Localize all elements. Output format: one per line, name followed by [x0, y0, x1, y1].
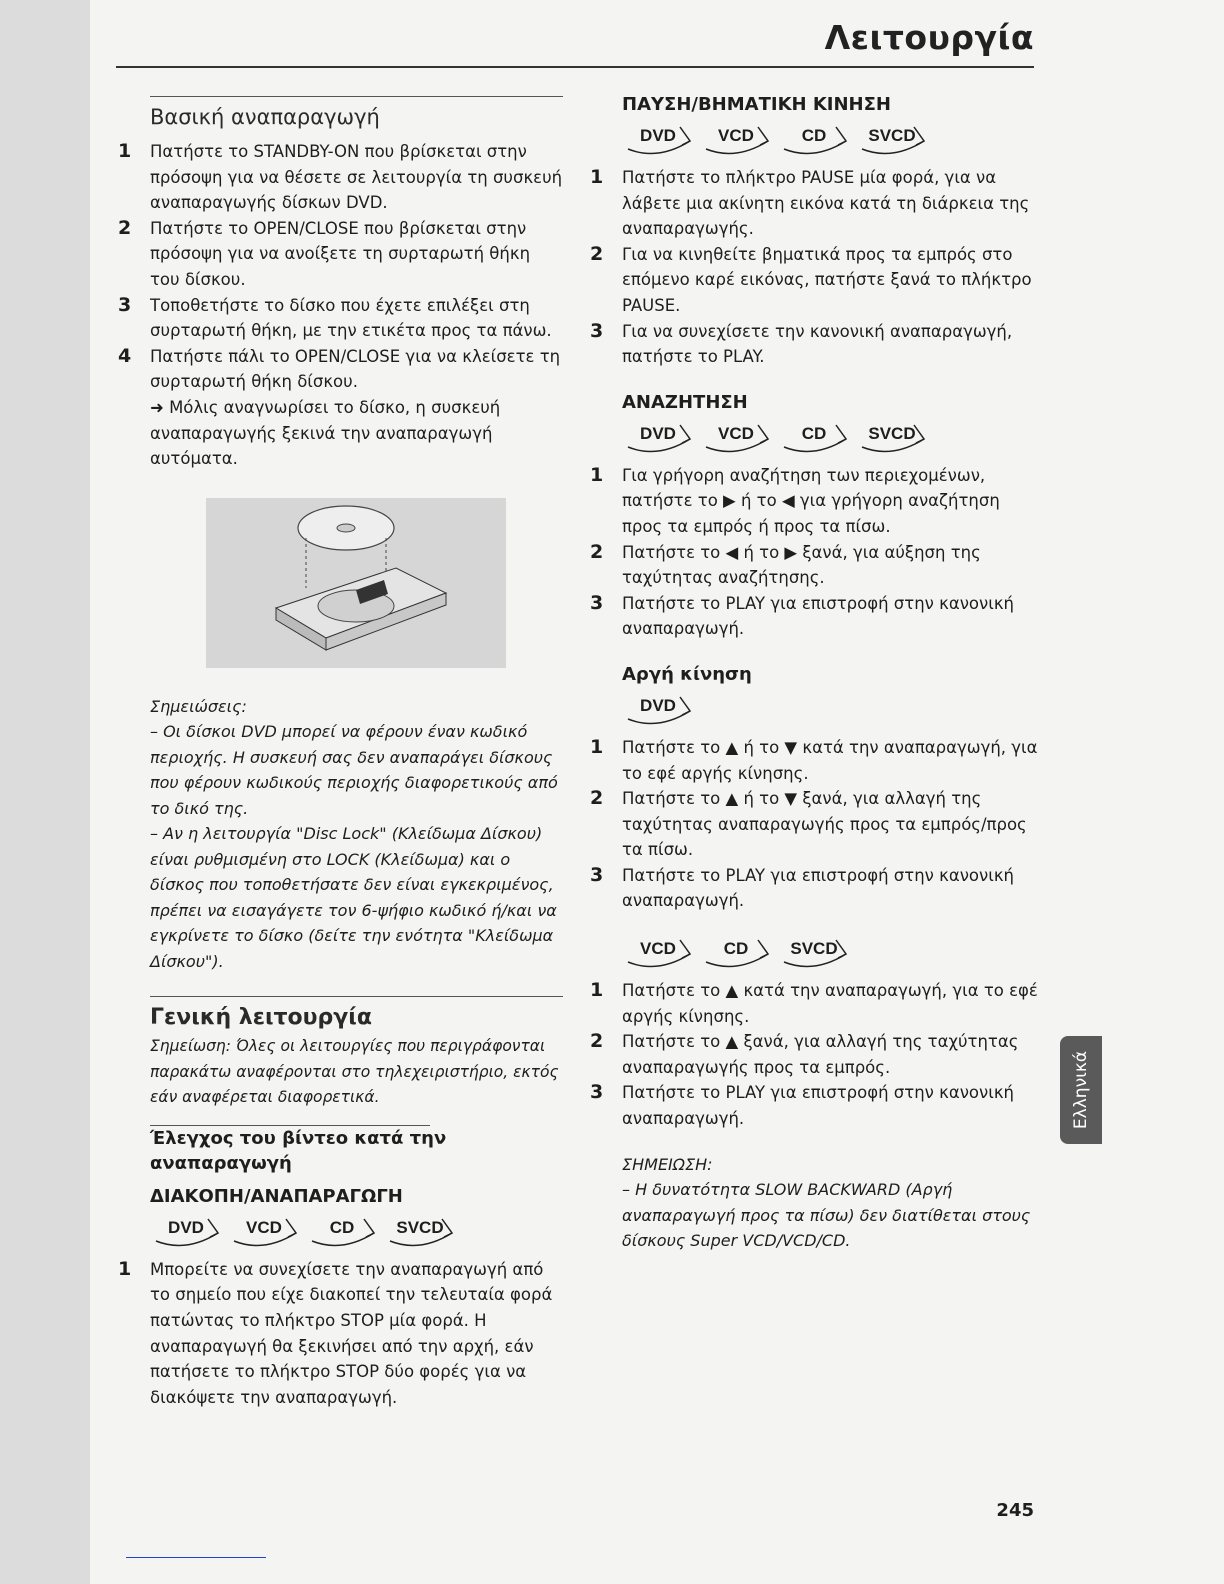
notes-title: Σημειώσεις: [150, 696, 247, 716]
disc-label: SVCD [396, 1217, 444, 1237]
disc-label: VCD [718, 126, 754, 145]
step-text: Για γρήγορη αναζήτηση των περιεχομένων, πατήστε το ▶ ή το ◀ για γρήγορη αναζήτηση προς τα εμπρός ή προς τα πίσω. [622, 465, 1000, 536]
right-column [590, 92, 1040, 1254]
step-number: 1 [590, 735, 604, 758]
dvd-logo-icon [622, 419, 694, 453]
step-number: 2 [590, 242, 604, 265]
video-control-text: Έλεγχος του βίντεο κατά την αναπαραγωγή [150, 1127, 447, 1174]
section-divider [150, 996, 563, 997]
step-number: 1 [118, 140, 132, 162]
step-text: Πατήστε το ▲ κατά την αναπαραγωγή, για το εφέ αργής κίνησης. [622, 981, 1038, 1026]
step-text: Πατήστε πάλι το OPEN/CLOSE για να κλείσετε τη συρταρωτή θήκη δίσκου. [150, 346, 561, 392]
step-result-note: ➜ Μόλις αναγνωρίσει το δίσκο, η συσκευή αναπαραγωγής ξεκινά την αναπαραγωγή αυτόματα. [150, 397, 501, 469]
step-number: 2 [590, 540, 604, 563]
cd-logo-icon [778, 121, 850, 155]
note-item: – Οι δίσκοι DVD μπορεί να φέρουν έναν κωδικό περιοχής. Η συσκευή σας δεν αναπαράγει δίσκους που φέρουν κωδικούς περιοχής διαφορετικούς από το δικό της. [150, 722, 558, 818]
slow-vcd-step-2 [590, 1029, 1040, 1080]
search-step-3 [590, 591, 1040, 642]
step-number: 3 [590, 1081, 604, 1104]
disc-label: SVCD [868, 423, 916, 443]
cd-logo-icon [306, 1213, 378, 1247]
svcd-logo-icon [856, 121, 928, 155]
slow-dvd-step-1 [590, 735, 1040, 786]
video-control-heading [150, 1125, 563, 1176]
step-number: 1 [590, 166, 604, 188]
disc-label: SVCD [868, 126, 916, 145]
step-number: 2 [118, 216, 132, 239]
slow-vcd-step-1 [590, 978, 1040, 1029]
step-text: Για να κινηθείτε βηματικά προς τα εμπρός στο επόμενο καρέ εικόνας, πατήστε ξανά το πλήκτρο PAUSE. [622, 244, 1032, 315]
basic-notes [150, 694, 563, 975]
step-text: Μπορείτε να συνεχίσετε την αναπαραγωγή από το σημείο που είχε διακοπεί την τελευταία φορά πατώντας το πλήκτρο STOP μία φορά. Η αναπαραγωγή θα ξεκινήσει από την αρχή, εάν πατήσετε το πλήκτρο STOP δύο φορές για να διακόψετε την αναπαραγωγή. [150, 1259, 553, 1407]
slow-dvd-step-3 [590, 863, 1040, 914]
svcd-logo-icon [384, 1213, 456, 1247]
disc-type-row [622, 419, 1040, 453]
step-number: 2 [590, 1030, 604, 1053]
disc-label: CD [801, 423, 827, 443]
pause-step-2 [590, 242, 1040, 319]
scan-artifact-line [126, 1557, 266, 1558]
slow-note [622, 1152, 1040, 1254]
disc-label: VCD [246, 1217, 282, 1237]
page-header-title: Λειτουργία [824, 18, 1034, 57]
dvd-logo-icon [622, 691, 694, 725]
disc-label: VCD [718, 423, 754, 443]
language-tab [1060, 1036, 1102, 1144]
disc-label: DVD [640, 695, 676, 715]
step-text: Για να συνεχίσετε την κανονική αναπαραγωγή, πατήστε το PLAY. [622, 321, 1013, 367]
disc-label: CD [801, 126, 827, 145]
stop-play-heading: ΔΙΑΚΟΠΗ/ΑΝΑΠΑΡΑΓΩΓΗ [150, 1185, 403, 1207]
svcd-logo-icon [856, 419, 928, 453]
vcd-logo-icon [700, 121, 772, 155]
note-item: – Αν η λειτουργία "Disc Lock" (Κλείδωμα Δίσκου) είναι ρυθμισμένη στο LOCK (Κλείδωμα) και ο δίσκος που τοποθετήσατε δεν είναι εγκεκριμένος, πρέπει να εισαγάγετε τον 6-ψήφιο κωδικό ή/και να εγκρίνετε το δίσκο (δείτε την ενότητα "Κλείδωμα Δίσκου"). [150, 824, 557, 971]
language-tab-label: Ελληνικά [1071, 1050, 1091, 1130]
search-step-1 [590, 463, 1040, 540]
step-text: Πατήστε το PLAY για επιστροφή στην κανονική αναπαραγωγή. [622, 593, 1015, 639]
left-column [118, 92, 563, 1410]
step-text: Πατήστε το PLAY για επιστροφή στην κανονική αναπαραγωγή. [622, 1083, 1015, 1129]
svcd-logo-icon [778, 934, 850, 968]
section-divider [150, 96, 563, 97]
note-title: ΣΗΜΕΙΩΣΗ: [622, 1154, 713, 1174]
disc-label: DVD [640, 126, 676, 145]
disc-label: CD [329, 1217, 355, 1237]
vcd-logo-icon [622, 934, 694, 968]
page-number: 245 [996, 1500, 1034, 1521]
pause-step-1 [590, 165, 1040, 242]
step-text: Πατήστε το ▲ ξανά, για αλλαγή της ταχύτητας αναπαραγωγής προς τα εμπρός. [622, 1032, 1019, 1077]
pause-step-3 [590, 319, 1040, 370]
disc-label: VCD [640, 939, 676, 959]
step-text: Τοποθετήστε το δίσκο που έχετε επιλέξει στη συρταρωτή θήκη, με την ετικέτα προς τα πάνω. [150, 295, 552, 341]
disc-tray-illustration [206, 498, 506, 668]
disc-type-row [622, 934, 1040, 968]
search-heading: ΑΝΑΖΗΤΗΣΗ [622, 391, 748, 413]
step-number: 3 [118, 293, 132, 316]
basic-playback-title: Βασική αναπαραγωγή [150, 105, 380, 129]
header-divider [116, 66, 1034, 68]
step-number: 1 [590, 979, 604, 1002]
step-number: 1 [590, 463, 604, 486]
disc-label: DVD [168, 1217, 204, 1237]
basic-step-2 [118, 216, 563, 293]
step-number: 3 [590, 591, 604, 614]
cd-logo-icon [778, 419, 850, 453]
disc-label: CD [723, 939, 749, 959]
disc-type-row [150, 1213, 563, 1247]
stop-step-1 [118, 1257, 563, 1411]
step-text: Πατήστε το PLAY για επιστροφή στην κανονική αναπαραγωγή. [622, 865, 1015, 911]
vcd-logo-icon [700, 419, 772, 453]
dvd-logo-icon [622, 121, 694, 155]
disc-type-row [622, 691, 1040, 725]
step-text: Πατήστε το ▲ ή το ▼ κατά την αναπαραγωγή, για το εφέ αργής κίνησης. [622, 737, 1038, 783]
vcd-logo-icon [228, 1213, 300, 1247]
dvd-logo-icon [150, 1213, 222, 1247]
step-text: Πατήστε το ▲ ή το ▼ ξανά, για αλλαγή της ταχύτητας αναπαραγωγής προς τα εμπρός/προς τα πίσω. [622, 789, 1027, 860]
search-step-2 [590, 540, 1040, 591]
step-text: Πατήστε το ◀ ή το ▶ ξανά, για αύξηση της ταχύτητας αναζήτησης. [622, 542, 981, 588]
slow-motion-heading: Αργή κίνηση [622, 663, 752, 685]
step-number: 4 [118, 344, 132, 367]
disc-label: SVCD [790, 939, 838, 959]
general-operation-title: Γενική λειτουργία [150, 1005, 372, 1031]
step-number: 3 [590, 863, 604, 886]
basic-step-1 [118, 139, 563, 216]
basic-step-4 [118, 344, 563, 472]
cd-logo-icon [700, 934, 772, 968]
step-number: 2 [590, 787, 604, 810]
disc-label: DVD [640, 423, 676, 443]
step-text: Πατήστε το πλήκτρο PAUSE μία φορά, για να λάβετε μια ακίνητη εικόνα κατά τη διάρκεια της αναπαραγωγής. [622, 168, 1030, 239]
slow-dvd-step-2 [590, 786, 1040, 863]
disc-type-row [622, 121, 1040, 155]
pause-step-heading: ΠΑΥΣΗ/ΒΗΜΑΤΙΚΗ ΚΙΝΗΣΗ [622, 94, 891, 115]
step-text: Πατήστε το STANDBY-ON που βρίσκεται στην πρόσοψη για να θέσετε σε λειτουργία τη συσκευή αναπαραγωγής δίσκων DVD. [150, 142, 563, 213]
step-text: Πατήστε το OPEN/CLOSE που βρίσκεται στην πρόσοψη για να ανοίξετε τη συρταρωτή θήκη του δίσκου. [150, 218, 531, 289]
step-number: 3 [590, 319, 604, 342]
general-note: Σημείωση: Όλες οι λειτουργίες που περιγράφονται παρακάτω αναφέρονται στο τηλεχειριστήριο, εκτός εάν αναφέρεται διαφορετικά. [150, 1037, 559, 1107]
note-item: – Η δυνατότητα SLOW BACKWARD (Αργή αναπαραγωγή προς τα πίσω) δεν διατίθεται στους δίσκους Super VCD/VCD/CD. [622, 1180, 1031, 1251]
step-number: 1 [118, 1257, 132, 1280]
slow-vcd-step-3 [590, 1080, 1040, 1131]
basic-step-3 [118, 293, 563, 344]
